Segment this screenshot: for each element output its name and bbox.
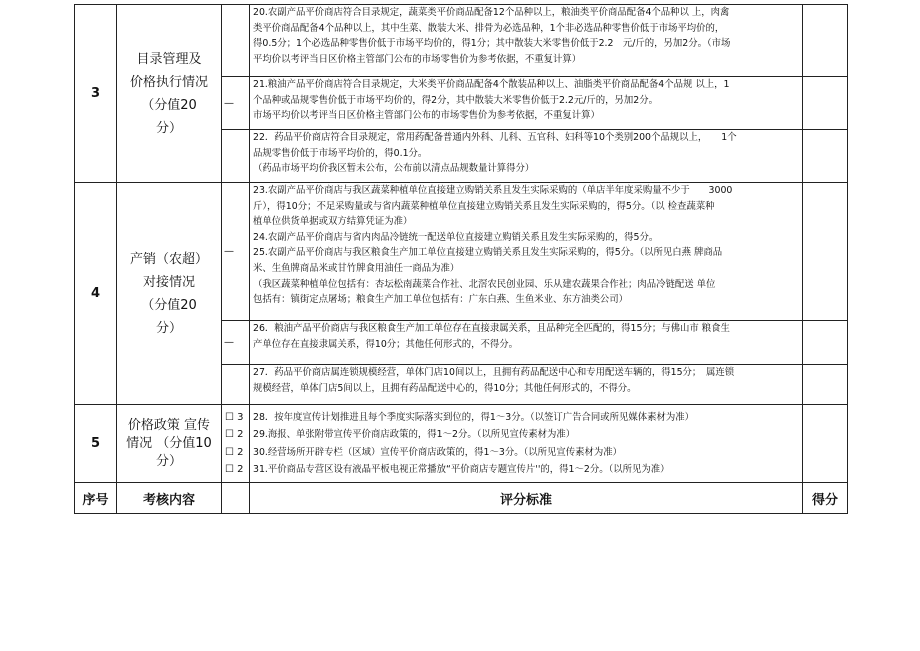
criteria-line: 得0.5分；1个必选品种零售价低于市场平均价的，得1分；其中散装大米零售价低于2.2 元/斤的，另加2分。（市场 — [253, 38, 731, 50]
criteria-line: 21.粮油产品平价商店符合目录规定，大米类平价商品配备4个散装品种以上、油脂类平价商品配备4个品规 以上，1 — [253, 79, 730, 90]
score-cell[interactable] — [803, 365, 848, 405]
dash-mark: — — [224, 246, 234, 257]
criteria-line: 米、生鱼牌商品米或甘竹牌食用油任一商品为准） — [253, 262, 460, 274]
check-mark-cell — [222, 130, 250, 183]
category-line: 目录管理及 — [136, 51, 202, 67]
checkbox-cell — [222, 405, 250, 483]
scoring-table — [74, 4, 848, 514]
criteria-line: 31.平价商品专营区设有液晶平板电视正常播放“平价商店专题宣传片''的，得1～2分。（以所见为准） — [253, 464, 670, 475]
checkbox-score-option[interactable]: ☐ 2 — [225, 464, 244, 475]
section-category — [117, 405, 222, 483]
check-mark-cell — [222, 183, 250, 321]
criteria-line: 30.经营场所开辟专栏（区域）宣传平价商店政策的，得1～3分。（以所见宣传素材为准） — [253, 446, 623, 458]
criteria-line: 产单位存在直接隶属关系，得10分；其他任何形式的，不得分。 — [253, 338, 519, 350]
score-cell[interactable] — [803, 405, 848, 483]
header-blank — [222, 483, 250, 514]
criteria-line: 斤），得10分；不足采购量或与省内蔬菜种植单位直接建立购销关系且发生实际采购的，得5分。（以 检查蔬菜种 — [253, 200, 715, 212]
checkbox-score-option[interactable]: ☐ 2 — [225, 446, 244, 458]
category-line: 价格执行情况 — [129, 74, 208, 90]
category-line: 分） — [155, 120, 182, 136]
section-number: 3 — [75, 5, 117, 183]
score-cell[interactable] — [803, 77, 848, 130]
category-line: 情况 （分值10 — [126, 435, 212, 451]
criteria-line: 类平价商品配备4个品种以上，其中生菜、散装大米、排骨为必选品种，1个非必选品种零售价低于市场平均价的， — [253, 22, 725, 34]
criteria-line: 28．按年度宣传计划推进且每个季度实际落实到位的，得1～3分。（以签订广告合同或所见媒体素材为准） — [253, 411, 695, 423]
criteria-line: 24.农副产品平价商店与省内肉品冷链统一配送单位直接建立购销关系且发生实际采购的，得5分。 — [253, 231, 659, 243]
criteria-line: 22．药品平价商店符合目录规定，常用药配备普通内外科、儿科、五官科、妇科等10个类别200个品规以上， 1个 — [253, 132, 737, 143]
header-number: 序号 — [75, 483, 117, 514]
section-3-row — [75, 5, 848, 77]
criteria-cell — [250, 183, 803, 321]
criteria-cell — [250, 365, 803, 405]
criteria-line: 规模经营，单体门店5间以上，且拥有药品配送中心的，得10分；其他任何形式的，不得分。 — [253, 382, 637, 394]
criteria-line: 个品种或品规零售价低于市场平均价的，得2分，其中散装大米零售价低于2.2元/斤的，另加2分。 — [253, 94, 659, 106]
criteria-line: 27．药品平价商店属连锁规模经营，单体门店10间以上，且拥有药品配送中心和专用配送车辆的，得15分； 属连锁 — [253, 367, 735, 378]
section-category — [117, 183, 222, 405]
category-line: （分值20 — [141, 297, 197, 313]
criteria-line: 20.农副产品平价商店符合目录规定，蔬菜类平价商品配备12个品种以上，粮油类平价商品配备4个品种以 上，肉禽 — [253, 7, 730, 18]
criteria-cell — [250, 321, 803, 365]
criteria-cell — [250, 405, 803, 483]
score-cell[interactable] — [803, 130, 848, 183]
dash-mark: — — [224, 337, 234, 348]
checkbox-score-option[interactable]: ☐ 3 — [225, 411, 244, 423]
check-mark-cell — [222, 321, 250, 365]
section-category — [117, 5, 222, 183]
criteria-line: （药品市场平均价我区暂未公布，公布前以清点品规数量计算得分） — [253, 163, 535, 175]
criteria-line: 植单位供货单据或双方结算凭证为准） — [253, 216, 413, 228]
criteria-cell — [250, 77, 803, 130]
category-line: 产销（农超） — [129, 251, 208, 267]
category-line: （分值20 — [141, 97, 197, 113]
criteria-cell — [250, 5, 803, 77]
criteria-line: 平均价以考评当日区价格主管部门公布的市场零售价为参考依据，不重复计算） — [253, 53, 582, 65]
score-cell[interactable] — [803, 183, 848, 321]
header-criteria: 评分标准 — [250, 483, 803, 514]
check-mark-cell — [222, 5, 250, 77]
score-cell[interactable] — [803, 5, 848, 77]
criteria-line: （我区蔬菜种植单位包括有：杏坛松南蔬菜合作社、北滘农民创业园、乐从建农蔬果合作社；肉品冷链配送 单位 — [253, 278, 716, 290]
category-line: 分） — [155, 320, 182, 336]
criteria-line: 市场平均价以考评当日区价格主管部门公布的市场零售价为参考依据，不重复计算） — [253, 110, 600, 122]
dash-mark: — — [224, 97, 234, 109]
section-5-row — [75, 405, 848, 483]
header-score: 得分 — [803, 483, 848, 514]
table-header-row — [75, 483, 848, 514]
criteria-line: 23.农副产品平价商店与我区蔬菜种植单位直接建立购销关系且发生实际采购的（单店半年度采购量不少于 3000 — [253, 185, 733, 196]
criteria-line: 25.农副产品平价商店与我区粮食生产加工单位直接建立购销关系且发生实际采购的，得5分。（以所见白燕 牌商品 — [253, 247, 723, 259]
section-number: 5 — [75, 405, 117, 483]
category-line: 对接情况 — [142, 274, 195, 290]
criteria-line: 品规零售价低于市场平均价的，得0.1分。 — [253, 147, 428, 159]
checkbox-score-option[interactable]: ☐ 2 — [225, 429, 244, 440]
score-cell[interactable] — [803, 321, 848, 365]
section-number: 4 — [75, 183, 117, 405]
criteria-line: 29.海报、单张附带宣传平价商店政策的，得1～2分。（以所见宣传素材为准） — [253, 429, 576, 440]
criteria-line: 26．粮油产品平价商店与我区粮食生产加工单位存在直接隶属关系，且品种完全匹配的，得15分；与佛山市 粮食生 — [253, 323, 730, 334]
check-mark-cell — [222, 77, 250, 130]
category-line: 价格政策 宣传 — [127, 417, 211, 433]
header-content: 考核内容 — [117, 483, 222, 514]
category-line: 分） — [155, 453, 182, 469]
criteria-line: 包括有：镇街定点屠场；粮食生产加工单位包括有：广东白燕、生鱼米业、东方油类公司） — [253, 294, 629, 306]
section-4-row — [75, 183, 848, 321]
check-mark-cell — [222, 365, 250, 405]
criteria-cell — [250, 130, 803, 183]
